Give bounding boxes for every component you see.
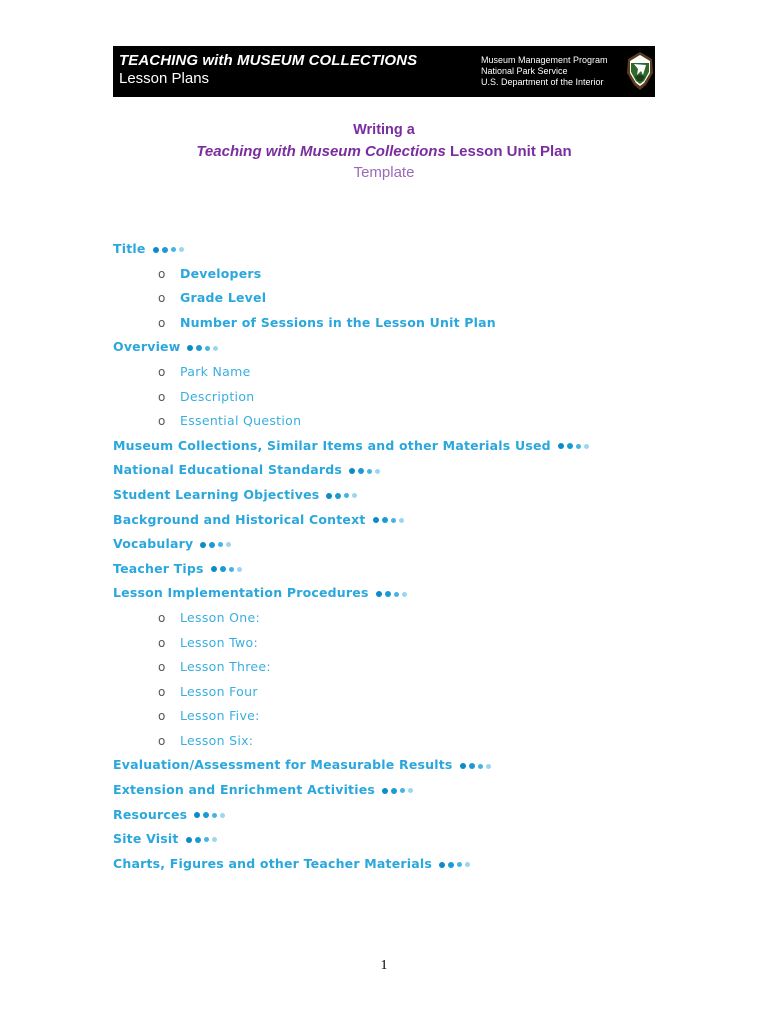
outline-heading-text: Site Visit (113, 831, 179, 847)
dot-icon (376, 591, 382, 597)
dot-icon (195, 837, 201, 843)
dot-ornament-icon (200, 532, 234, 557)
outline-heading-text: Lesson Implementation Procedures (113, 585, 369, 601)
outline-subitem (113, 409, 713, 434)
dot-icon (391, 788, 397, 794)
outline-heading-text: Evaluation/Assessment for Measurable Results (113, 757, 453, 773)
dot-icon (399, 518, 404, 523)
outline-subitem-text: Number of Sessions in the Lesson Unit Plan (180, 314, 496, 330)
outline-heading (113, 483, 713, 508)
dot-ornament-icon (186, 827, 220, 852)
dot-icon (205, 346, 210, 351)
circle-bullet-icon: o (158, 315, 166, 330)
circle-bullet-icon: o (158, 709, 166, 724)
outline-subitem-text: Grade Level (180, 290, 267, 306)
dot-icon (344, 493, 349, 498)
outline-heading (113, 335, 713, 360)
dot-icon (194, 812, 200, 818)
outline-heading-text: Museum Collections, Similar Items and other Materials Used (113, 437, 551, 453)
headline-line2-rest: Lesson Unit Plan (445, 143, 572, 160)
dot-ornament-icon (153, 237, 187, 262)
dot-icon (367, 469, 372, 474)
document-headline (0, 120, 768, 183)
outline-heading-text: Charts, Figures and other Teacher Materials (113, 855, 433, 871)
circle-bullet-icon: o (158, 684, 166, 699)
dot-icon (212, 837, 217, 842)
dot-icon (204, 837, 209, 842)
dot-icon (460, 763, 466, 769)
dot-icon (394, 592, 399, 597)
headline-italic-title: Teaching with Museum Collections (196, 143, 446, 160)
dot-ornament-icon (439, 852, 473, 877)
headline-line3: Template (353, 164, 415, 181)
outline-subitem (113, 655, 713, 680)
dot-icon (567, 443, 573, 449)
dot-icon (209, 542, 215, 548)
outline-subitem (113, 704, 713, 729)
outline-subitem-text: Lesson Five: (180, 708, 260, 724)
outline-subitem-text: Developers (180, 265, 262, 281)
dot-icon (218, 542, 223, 547)
dot-ornament-icon (376, 582, 410, 607)
dot-icon (212, 813, 217, 818)
outline-subitem-text: Lesson Two: (180, 634, 258, 650)
dot-ornament-icon (326, 483, 360, 508)
dot-icon (162, 247, 168, 253)
dot-icon (358, 468, 364, 474)
outline-heading (113, 803, 713, 828)
outline-heading (113, 458, 713, 483)
dot-icon (478, 764, 483, 769)
headline-line1: Writing a (353, 122, 415, 138)
dot-icon (402, 592, 407, 597)
outline-heading (113, 778, 713, 803)
dot-icon (229, 567, 234, 572)
dot-icon (335, 493, 341, 499)
outline-heading-text: Resources (113, 806, 188, 822)
dot-icon (576, 444, 581, 449)
outline-heading (113, 581, 713, 606)
template-outline (113, 237, 713, 876)
dot-icon (211, 566, 217, 572)
series-title: TEACHING with MUSEUM COLLECTIONS (119, 52, 418, 69)
dot-ornament-icon (211, 557, 245, 582)
circle-bullet-icon: o (158, 733, 166, 748)
dot-icon (179, 247, 184, 252)
agency-department: U.S. Department of the Interior (481, 77, 604, 87)
circle-bullet-icon: o (158, 389, 166, 404)
dot-icon (439, 862, 445, 868)
dot-icon (153, 247, 159, 253)
dot-ornament-icon (349, 459, 383, 484)
dot-icon (448, 862, 454, 868)
outline-heading-text: Vocabulary (113, 536, 194, 552)
outline-heading-text: Overview (113, 339, 181, 355)
dot-ornament-icon (382, 778, 416, 803)
circle-bullet-icon: o (158, 266, 166, 281)
outline-subitem-text: Lesson One: (180, 609, 260, 625)
outline-heading-text: Teacher Tips (113, 560, 204, 576)
dot-ornament-icon (187, 336, 221, 361)
outline-heading (113, 434, 713, 459)
dot-icon (382, 788, 388, 794)
dot-ornament-icon (373, 508, 407, 533)
series-subtitle: Lesson Plans (119, 70, 210, 87)
outline-subitem (113, 606, 713, 631)
dot-icon (457, 862, 462, 867)
outline-subitem-text: Lesson Four (180, 683, 258, 699)
dot-icon (200, 542, 206, 548)
circle-bullet-icon: o (158, 364, 166, 379)
outline-subitem-text: Description (180, 388, 255, 404)
outline-heading-text: Title (113, 241, 146, 256)
circle-bullet-icon: o (158, 291, 166, 306)
outline-subitem (113, 262, 713, 287)
outline-subitem-text: Essential Question (180, 413, 302, 429)
page-number: 1 (380, 958, 388, 973)
dot-icon (391, 518, 396, 523)
dot-icon (352, 493, 357, 498)
dot-icon (349, 468, 355, 474)
outline-subitem (113, 360, 713, 385)
dot-icon (220, 813, 225, 818)
dot-icon (186, 837, 192, 843)
series-block (119, 52, 417, 88)
outline-subitem-text: Lesson Three: (180, 659, 271, 675)
header-banner (113, 46, 655, 97)
dot-icon (373, 517, 379, 523)
dot-icon (171, 247, 176, 252)
nps-arrowhead-icon (626, 51, 654, 91)
outline-subitem (113, 729, 713, 754)
dot-icon (486, 764, 491, 769)
dot-icon (375, 469, 380, 474)
dot-icon (226, 542, 231, 547)
outline-heading-text: Background and Historical Context (113, 511, 366, 527)
outline-subitem (113, 311, 713, 336)
outline-heading (113, 557, 713, 582)
outline-heading (113, 237, 713, 262)
outline-subitem-text: Park Name (180, 363, 251, 379)
dot-icon (382, 517, 388, 523)
dot-icon (408, 788, 413, 793)
dot-icon (203, 812, 209, 818)
outline-subitem-text: Lesson Six: (180, 732, 254, 748)
dot-icon (326, 493, 332, 499)
dot-icon (237, 567, 242, 572)
outline-heading-text: Extension and Enrichment Activities (113, 782, 376, 798)
outline-heading (113, 753, 713, 778)
outline-heading (113, 508, 713, 533)
dot-icon (584, 444, 589, 449)
dot-icon (400, 788, 405, 793)
dot-ornament-icon (194, 803, 228, 828)
agency-program: Museum Management Program (481, 55, 608, 65)
outline-heading (113, 852, 713, 877)
dot-icon (469, 763, 475, 769)
dot-icon (465, 862, 470, 867)
dot-icon (196, 345, 202, 351)
dot-icon (385, 591, 391, 597)
circle-bullet-icon: o (158, 660, 166, 675)
outline-subitem (113, 286, 713, 311)
agency-block (481, 55, 608, 88)
dot-icon (213, 346, 218, 351)
outline-heading (113, 532, 713, 557)
outline-subitem (113, 631, 713, 656)
outline-heading (113, 827, 713, 852)
circle-bullet-icon: o (158, 414, 166, 429)
outline-subitem (113, 385, 713, 410)
dot-ornament-icon (558, 434, 592, 459)
outline-heading-text: National Educational Standards (113, 462, 343, 478)
dot-icon (187, 345, 193, 351)
circle-bullet-icon: o (158, 610, 166, 625)
dot-icon (220, 566, 226, 572)
outline-subitem (113, 680, 713, 705)
agency-service: National Park Service (481, 66, 568, 76)
dot-ornament-icon (460, 754, 494, 779)
headline-line2 (0, 141, 768, 162)
dot-icon (558, 443, 564, 449)
circle-bullet-icon: o (158, 635, 166, 650)
outline-heading-text: Student Learning Objectives (113, 486, 320, 502)
